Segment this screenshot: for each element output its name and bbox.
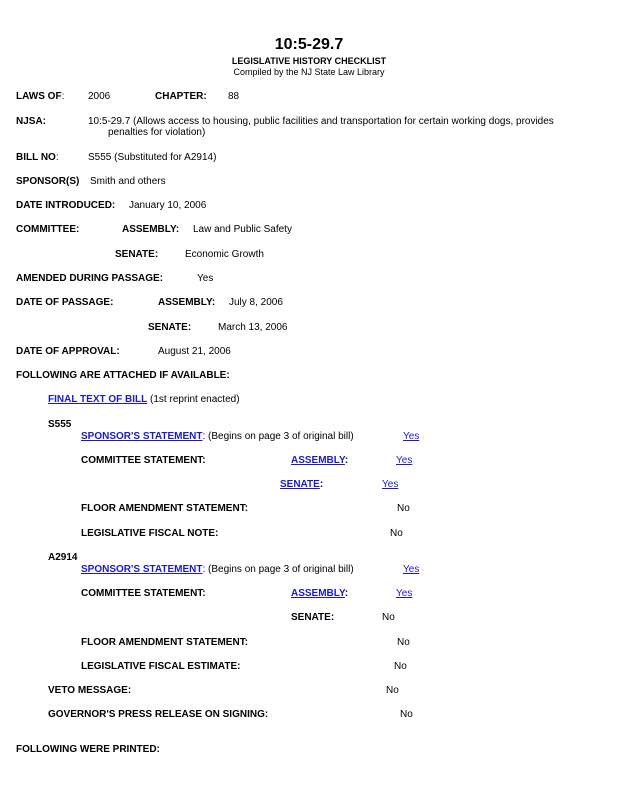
bill-no-colon: :	[55, 152, 59, 163]
a2914-assembly-colon: :	[344, 588, 349, 599]
bill-no-label-group	[16, 152, 59, 164]
veto-label: VETO MESSAGE:	[48, 685, 132, 696]
s555-sponsor-statement-link[interactable]: SPONSOR'S STATEMENT	[81, 431, 203, 442]
date-of-passage-label: DATE OF PASSAGE:	[16, 297, 114, 308]
bill-no-value: S555 (Substituted for A2914)	[88, 152, 217, 163]
a2914-sponsor-yes-link[interactable]: Yes	[403, 564, 420, 575]
final-text-note: (1st reprint enacted)	[147, 394, 240, 405]
amended-value: Yes	[197, 273, 214, 284]
s555-senate-colon: :	[319, 479, 324, 490]
passage-senate-value: March 13, 2006	[218, 322, 288, 333]
laws-of-row	[16, 91, 64, 103]
s555-assembly-colon: :	[344, 455, 349, 466]
date-of-approval-label: DATE OF APPROVAL:	[16, 346, 120, 357]
a2914-assembly-yes-link[interactable]: Yes	[396, 588, 413, 599]
chapter-label: CHAPTER:	[155, 91, 207, 102]
page-title: 10:5-29.7	[274, 36, 344, 53]
sponsor-label: SPONSOR(S)	[16, 176, 80, 187]
amended-label: AMENDED DURING PASSAGE:	[16, 273, 164, 284]
s555-sponsor-row	[81, 431, 354, 443]
s555-assembly-row	[291, 455, 348, 467]
s555-committee-label: COMMITTEE STATEMENT:	[81, 455, 206, 466]
a2914-assembly-row	[291, 588, 348, 600]
passage-assembly-value: July 8, 2006	[229, 297, 283, 308]
governor-label: GOVERNOR'S PRESS RELEASE ON SIGNING:	[48, 709, 269, 720]
a2914-assembly-link[interactable]: ASSEMBLY	[291, 588, 345, 599]
final-text-row	[48, 394, 240, 406]
a2914-heading: A2914	[48, 552, 78, 563]
njsa-label: NJSA:	[16, 116, 47, 127]
s555-senate-row	[280, 479, 323, 491]
bill-no-label: BILL NO	[16, 152, 56, 163]
njsa-line2: penalties for violation)	[108, 127, 206, 138]
committee-assembly-value: Law and Public Safety	[193, 224, 292, 235]
a2914-floor-label: FLOOR AMENDMENT STATEMENT:	[81, 637, 249, 648]
s555-assembly-link[interactable]: ASSEMBLY	[291, 455, 345, 466]
passage-senate-label: SENATE:	[148, 322, 192, 333]
committee-senate-label: SENATE:	[115, 249, 159, 260]
a2914-fiscal-label: LEGISLATIVE FISCAL ESTIMATE:	[81, 661, 241, 672]
s555-senate-link[interactable]: SENATE	[280, 479, 320, 490]
veto-value: No	[386, 685, 399, 696]
governor-value: No	[400, 709, 413, 720]
njsa-line1: 10:5-29.7 (Allows access to housing, public facilities and transportation for certain working dogs, provides	[88, 116, 554, 127]
s555-fiscal-label: LEGISLATIVE FISCAL NOTE:	[81, 528, 219, 539]
laws-of-value: 2006	[88, 91, 111, 102]
passage-assembly-label: ASSEMBLY:	[158, 297, 216, 308]
a2914-senate-value: No	[382, 612, 395, 623]
chapter-value: 88	[228, 91, 240, 102]
date-introduced-value: January 10, 2006	[129, 200, 207, 211]
s555-assembly-yes-link[interactable]: Yes	[396, 455, 413, 466]
final-text-link[interactable]: FINAL TEXT OF BILL	[48, 394, 148, 405]
s555-sponsor-yes-link[interactable]: Yes	[403, 431, 420, 442]
date-introduced-label: DATE INTRODUCED:	[16, 200, 116, 211]
s555-sponsor-note: : (Begins on page 3 of original bill)	[202, 431, 354, 442]
a2914-sponsor-note: : (Begins on page 3 of original bill)	[202, 564, 354, 575]
committee-label: COMMITTEE:	[16, 224, 80, 235]
s555-senate-yes-link[interactable]: Yes	[382, 479, 399, 490]
page-subtitle: LEGISLATIVE HISTORY CHECKLIST	[231, 56, 387, 66]
compiled-by: Compiled by the NJ State Law Library	[233, 67, 385, 77]
a2914-committee-label: COMMITTEE STATEMENT:	[81, 588, 206, 599]
laws-of-colon: :	[61, 91, 65, 102]
date-of-approval-value: August 21, 2006	[158, 346, 231, 357]
s555-floor-value: No	[397, 503, 410, 514]
a2914-senate-label: SENATE:	[291, 612, 335, 623]
a2914-sponsor-row	[81, 564, 354, 576]
a2914-fiscal-value: No	[394, 661, 407, 672]
a2914-sponsor-statement-link[interactable]: SPONSOR'S STATEMENT	[81, 564, 203, 575]
committee-senate-value: Economic Growth	[185, 249, 264, 260]
committee-assembly-label: ASSEMBLY:	[122, 224, 180, 235]
s555-floor-label: FLOOR AMENDMENT STATEMENT:	[81, 503, 249, 514]
laws-of-label: LAWS OF	[16, 91, 62, 102]
attached-heading: FOLLOWING ARE ATTACHED IF AVAILABLE:	[16, 370, 230, 381]
sponsor-value: Smith and others	[90, 176, 166, 187]
a2914-floor-value: No	[397, 637, 410, 648]
printed-heading: FOLLOWING WERE PRINTED:	[16, 744, 160, 755]
s555-heading: S555	[48, 419, 72, 430]
s555-fiscal-value: No	[390, 528, 403, 539]
